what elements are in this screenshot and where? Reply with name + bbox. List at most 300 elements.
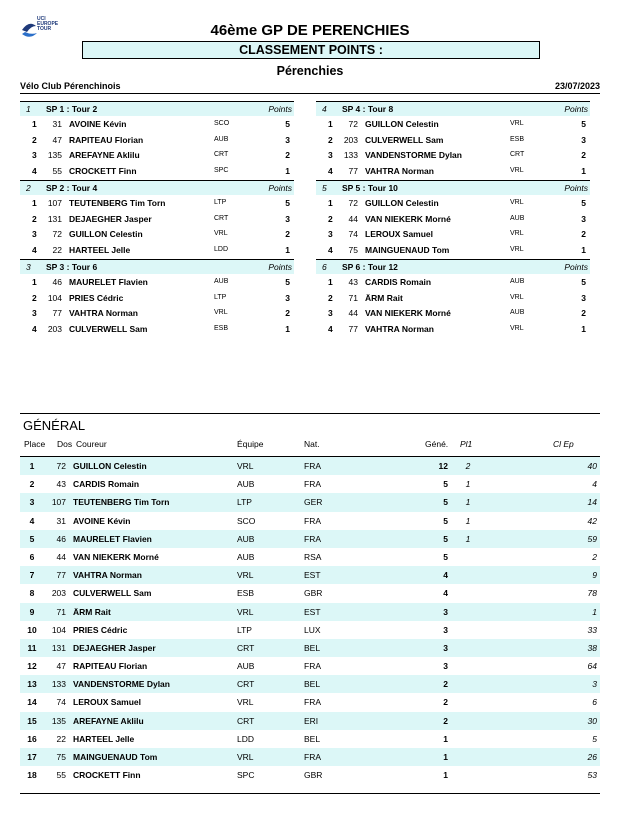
rider-name: TEUTENBERG Tim Torn [69,198,166,208]
place: 1 [29,461,35,471]
points: 5 [581,198,586,208]
points: 1 [581,165,586,176]
sprint-number: 1 [26,104,31,114]
rank: 1 [328,277,333,287]
nationality: BEL [304,679,321,690]
points: 5 [285,277,290,287]
rider-name: VAN NIEKERK Morné [73,551,159,562]
nationality: LUX [304,624,321,635]
rider-name: MAURELET Flavien [69,277,148,287]
bib-number: 46 [56,533,66,544]
team-code: LDD [237,733,255,744]
sprint-row [316,305,590,321]
team-code: VRL [510,120,524,127]
bib-number: 72 [52,229,62,239]
table-row [20,639,600,657]
points: 2 [581,229,586,239]
table-row [20,603,600,621]
place: 5 [29,533,35,544]
rider-name: PRIES Cédric [69,292,124,303]
points-label: Points [268,104,292,114]
team-code: LTP [214,199,227,206]
bib-number: 55 [56,770,66,781]
race-classification: 4 [592,479,597,490]
rider-name: DEJAEGHER Jasper [69,213,152,224]
table-row [20,457,600,475]
sprint-block [20,101,294,178]
race-classification: 78 [587,588,597,599]
bib-number: 133 [343,150,358,160]
col-coureur: Coureur [76,439,107,449]
rider-name: LEROUX Samuel [365,229,434,239]
race-classification: 14 [587,497,597,508]
rider-name: CARDIS Romain [365,277,432,287]
nationality: BEL [304,733,321,744]
rank: 3 [32,308,37,318]
sprint-block [316,101,590,178]
bib-number: 74 [348,229,358,239]
place: 11 [27,642,37,653]
race-date: 23/07/2023 [554,81,600,91]
rider-name: AVOINE Kévin [69,119,127,129]
rider-name: PRIES Cédric [73,624,128,635]
first-places: 1 [465,479,471,490]
race-classification: 33 [587,624,597,635]
nationality: EST [304,606,321,617]
rank: 2 [32,292,37,303]
sprint-row [20,132,294,148]
sprint-row [316,290,590,306]
rank: 2 [328,292,333,303]
nationality: FRA [304,515,321,526]
place: 2 [29,479,35,490]
team-code: VRL [237,752,254,762]
sprint-header [316,259,590,274]
table-row [20,675,600,693]
sprint-name: SP 5 : Tour 10 [342,183,398,193]
col-gene: Géné. [425,439,449,449]
points: 2 [285,229,290,239]
team-code: AUB [237,533,255,544]
bib-number: 133 [51,679,66,690]
bib-number: 131 [47,213,62,224]
team-code: ESB [510,135,525,143]
bib-number: 104 [47,292,62,303]
points: 2 [285,150,290,160]
sprint-number: 2 [26,183,31,193]
general-points: 2 [443,715,448,726]
rider-name: RAPITEAU Florian [69,134,144,145]
bib-number: 72 [56,461,66,471]
bib-number: 44 [56,551,66,562]
place: 12 [27,661,37,672]
rider-name: CULVERWELL Sam [365,134,444,145]
place: 15 [27,715,37,726]
sprint-name: SP 4 : Tour 8 [342,104,394,114]
bib-number: 43 [56,479,66,490]
sprint-header [316,180,590,195]
general-points: 5 [443,551,448,562]
points: 1 [285,244,290,255]
bib-number: 47 [52,134,62,145]
sprint-row [20,116,294,132]
sprint-row [316,321,590,337]
points: 1 [285,323,290,334]
rank: 2 [32,213,37,224]
race-classification: 6 [592,697,597,708]
place: 10 [27,624,37,635]
bib-number: 71 [56,606,66,617]
sprint-row [316,195,590,211]
sprint-block [20,180,294,257]
team-code: CRT [510,151,525,158]
general-title: GÉNÉRAL [23,418,86,433]
bib-number: 107 [47,198,62,208]
points: 2 [581,308,586,318]
sprint-row [316,147,590,163]
rider-name: TEUTENBERG Tim Torn [73,497,170,508]
sprint-row [20,195,294,211]
bib-number: 47 [56,661,66,672]
team-code: ESB [237,588,255,599]
rider-name: DEJAEGHER Jasper [73,642,156,653]
general-table-header [20,438,600,452]
general-points: 5 [443,515,448,526]
team-code: AUB [510,214,525,222]
nationality: FRA [304,533,321,544]
sprint-row [20,226,294,242]
team-code: SCO [214,120,230,127]
table-row [20,657,600,675]
team-code: VRL [510,324,524,332]
general-points: 1 [443,752,448,762]
team-code: AUB [237,479,255,490]
rank: 1 [32,198,37,208]
team-code: AUB [214,135,229,143]
points: 5 [285,119,290,129]
points: 1 [581,323,586,334]
general-points: 3 [443,642,448,653]
sprint-row [316,132,590,148]
table-row [20,530,600,548]
team-code: SPC [237,770,255,781]
bib-number: 203 [51,588,66,599]
rider-name: GUILLON Celestin [365,198,439,208]
rider-name: VAN NIEKERK Morné [365,213,451,224]
sprint-number: 3 [26,262,31,272]
points: 3 [285,134,290,145]
points: 2 [285,308,290,318]
rider-name: GUILLON Celestin [365,119,439,129]
team-code: VRL [237,697,254,708]
rider-name: AREFAYNE Aklilu [69,150,140,160]
place: 3 [29,497,35,508]
nationality: RSA [304,551,322,562]
rank: 3 [328,229,333,239]
sprint-row [316,274,590,290]
sprint-row [20,163,294,179]
points-label: Points [268,183,292,193]
sprint-row [316,116,590,132]
rider-name: VANDENSTORME Dylan [73,679,170,690]
col-place: Place [24,439,46,449]
points: 5 [581,119,586,129]
nationality: GER [304,497,323,508]
sprint-header [20,259,294,274]
sprint-number: 4 [322,104,327,114]
general-points: 4 [443,570,448,581]
rider-name: VAHTRA Norman [73,570,142,581]
bib-number: 74 [56,697,66,708]
rider-name: AVOINE Kévin [73,515,131,526]
nationality: GBR [304,770,323,781]
rank: 1 [32,119,37,129]
team-code: AUB [510,309,525,316]
table-row [20,548,600,566]
general-points: 2 [443,697,448,708]
general-points: 3 [443,661,448,672]
sprint-row [20,211,294,227]
team-code: VRL [237,606,254,617]
place: 9 [29,606,35,617]
sprint-header [20,101,294,116]
team-code: VRL [510,230,524,237]
team-code: VRL [237,570,254,581]
sprint-row [20,242,294,258]
points: 3 [285,213,290,224]
rank: 4 [32,323,37,334]
race-classification: 26 [587,752,597,762]
rider-name: AREFAYNE Aklilu [73,715,144,726]
race-classification: 30 [587,715,597,726]
table-row [20,475,600,493]
rider-name: VAHTRA Norman [365,323,434,334]
nationality: GBR [304,588,323,599]
sprint-row [316,242,590,258]
bib-number: 203 [343,134,358,145]
nationality: FRA [304,752,321,762]
race-classification: 5 [592,733,597,744]
team-code: VRL [510,199,524,206]
first-places: 1 [465,497,471,508]
team-code: AUB [510,278,525,285]
divider [20,413,600,414]
team-code: LTP [237,624,252,635]
race-classification: 64 [587,661,597,672]
rider-name: GUILLON Celestin [73,461,147,471]
rider-name: HARTEEL Jelle [73,733,135,744]
rider-name: HARTEEL Jelle [69,244,131,255]
bib-number: 22 [52,244,62,255]
bib-number: 77 [348,165,358,176]
nationality: FRA [304,697,321,708]
bib-number: 55 [52,165,62,176]
table-row [20,693,600,711]
race-classification: 42 [587,515,597,526]
bib-number: 107 [51,497,66,508]
place: 6 [29,551,35,562]
rank: 2 [328,213,333,224]
points-label: Points [564,183,588,193]
team-code: VRL [214,230,228,237]
bib-number: 72 [348,119,358,129]
sprint-row [20,305,294,321]
rider-name: MAINGUENAUD Tom [73,752,158,762]
nationality: FRA [304,479,321,490]
bib-number: 203 [47,323,62,334]
col-pl1: Pl1 [460,439,473,449]
rider-name: VAHTRA Norman [69,308,138,318]
rank: 4 [328,323,333,334]
bib-number: 46 [52,277,62,287]
rank: 1 [328,198,333,208]
rank: 1 [32,277,37,287]
points-label: Points [564,262,588,272]
general-points: 1 [443,770,448,781]
col-clep: Cl Ep [553,439,574,449]
points: 2 [581,150,586,160]
sprint-block [316,259,590,336]
sprint-name: SP 3 : Tour 6 [46,262,98,272]
bib-number: 104 [51,624,66,635]
rider-name: GUILLON Celestin [69,229,143,239]
rider-name: MAURELET Flavien [73,533,152,544]
nationality: EST [304,570,321,581]
divider [20,93,600,94]
bib-number: 31 [52,119,62,129]
place: 7 [29,570,35,581]
points-label: Points [268,262,292,272]
table-row [20,493,600,511]
points: 1 [285,165,290,176]
race-classification: 9 [592,570,597,581]
race-classification: 1 [592,606,597,617]
rider-name: MAINGUENAUD Tom [365,244,450,255]
rider-name: CULVERWELL Sam [69,323,148,334]
nationality: ERI [304,715,319,726]
bib-number: 131 [51,642,66,653]
points-label: Points [564,104,588,114]
team-code: VRL [510,245,524,253]
rider-name: ÄRM Rait [73,606,111,617]
first-places: 1 [465,533,471,544]
sprint-name: SP 2 : Tour 4 [46,183,98,193]
rank: 3 [32,150,37,160]
place: 17 [27,752,37,762]
points: 5 [285,198,290,208]
rank: 2 [328,134,333,145]
general-points: 4 [443,588,448,599]
points: 3 [581,134,586,145]
general-points: 12 [438,461,448,471]
team-code: CRT [237,679,255,690]
general-points: 5 [443,497,448,508]
nationality: FRA [304,661,321,672]
rank: 4 [328,165,333,176]
points: 3 [285,292,290,303]
general-points: 3 [443,624,448,635]
bib-number: 77 [52,308,62,318]
first-places: 1 [465,515,471,526]
place: 8 [29,588,35,599]
team-code: CRT [237,715,255,726]
general-points: 2 [443,679,448,690]
race-classification: 59 [587,533,597,544]
team-code: LDD [214,245,229,253]
rider-name: VANDENSTORME Dylan [365,150,462,160]
race-classification: 2 [592,551,597,562]
col-equipe: Équipe [237,439,264,449]
rider-name: CARDIS Romain [73,479,140,490]
team-code: AUB [237,551,255,562]
logo-text: UCI EUROPE TOUR [37,16,59,32]
bib-number: 77 [348,323,358,334]
bib-number: 135 [47,150,62,160]
team-code: CRT [214,151,229,158]
rider-name: LEROUX Samuel [73,697,142,708]
rank: 4 [32,244,37,255]
sprint-name: SP 6 : Tour 12 [342,262,398,272]
team-code: CRT [237,642,255,653]
race-classification: 53 [587,770,597,781]
table-row [20,584,600,602]
race-classification: 3 [592,679,597,690]
bib-number: 44 [348,308,358,318]
general-points: 3 [443,606,448,617]
table-row [20,512,600,530]
rank: 3 [328,150,333,160]
bib-number: 72 [348,198,358,208]
place: 16 [27,733,37,744]
sprint-block [316,180,590,257]
place: 4 [29,515,35,526]
rider-name: VAN NIEKERK Morné [365,308,451,318]
sprint-row [20,290,294,306]
bib-number: 43 [348,277,358,287]
rank: 2 [32,134,37,145]
col-nat: Nat. [304,439,320,449]
bib-number: 71 [348,292,358,303]
team-code: AUB [214,278,229,285]
sprint-header [20,180,294,195]
bib-number: 77 [56,570,66,581]
bib-number: 31 [56,515,66,526]
nationality: FRA [304,461,321,471]
sprint-row [316,211,590,227]
general-points: 1 [443,733,448,744]
bib-number: 75 [348,244,358,255]
rank: 4 [328,244,333,255]
sprint-name: SP 1 : Tour 2 [46,104,98,114]
rank: 4 [32,165,37,176]
team-code: SCO [237,515,256,526]
place: 14 [27,697,37,708]
sprint-number: 5 [322,183,327,193]
table-row [20,566,600,584]
rider-name: CROCKETT Finn [69,165,137,176]
club-name: Vélo Club Pérenchinois [20,81,121,91]
points: 5 [581,277,586,287]
bib-number: 135 [51,715,66,726]
rank: 3 [32,229,37,239]
rider-name: VAHTRA Norman [365,165,434,176]
first-places: 2 [465,461,471,471]
col-dos: Dos [57,439,73,449]
table-row [20,766,600,784]
team-code: VRL [214,309,228,316]
place: 18 [27,770,37,781]
sprint-header [316,101,590,116]
